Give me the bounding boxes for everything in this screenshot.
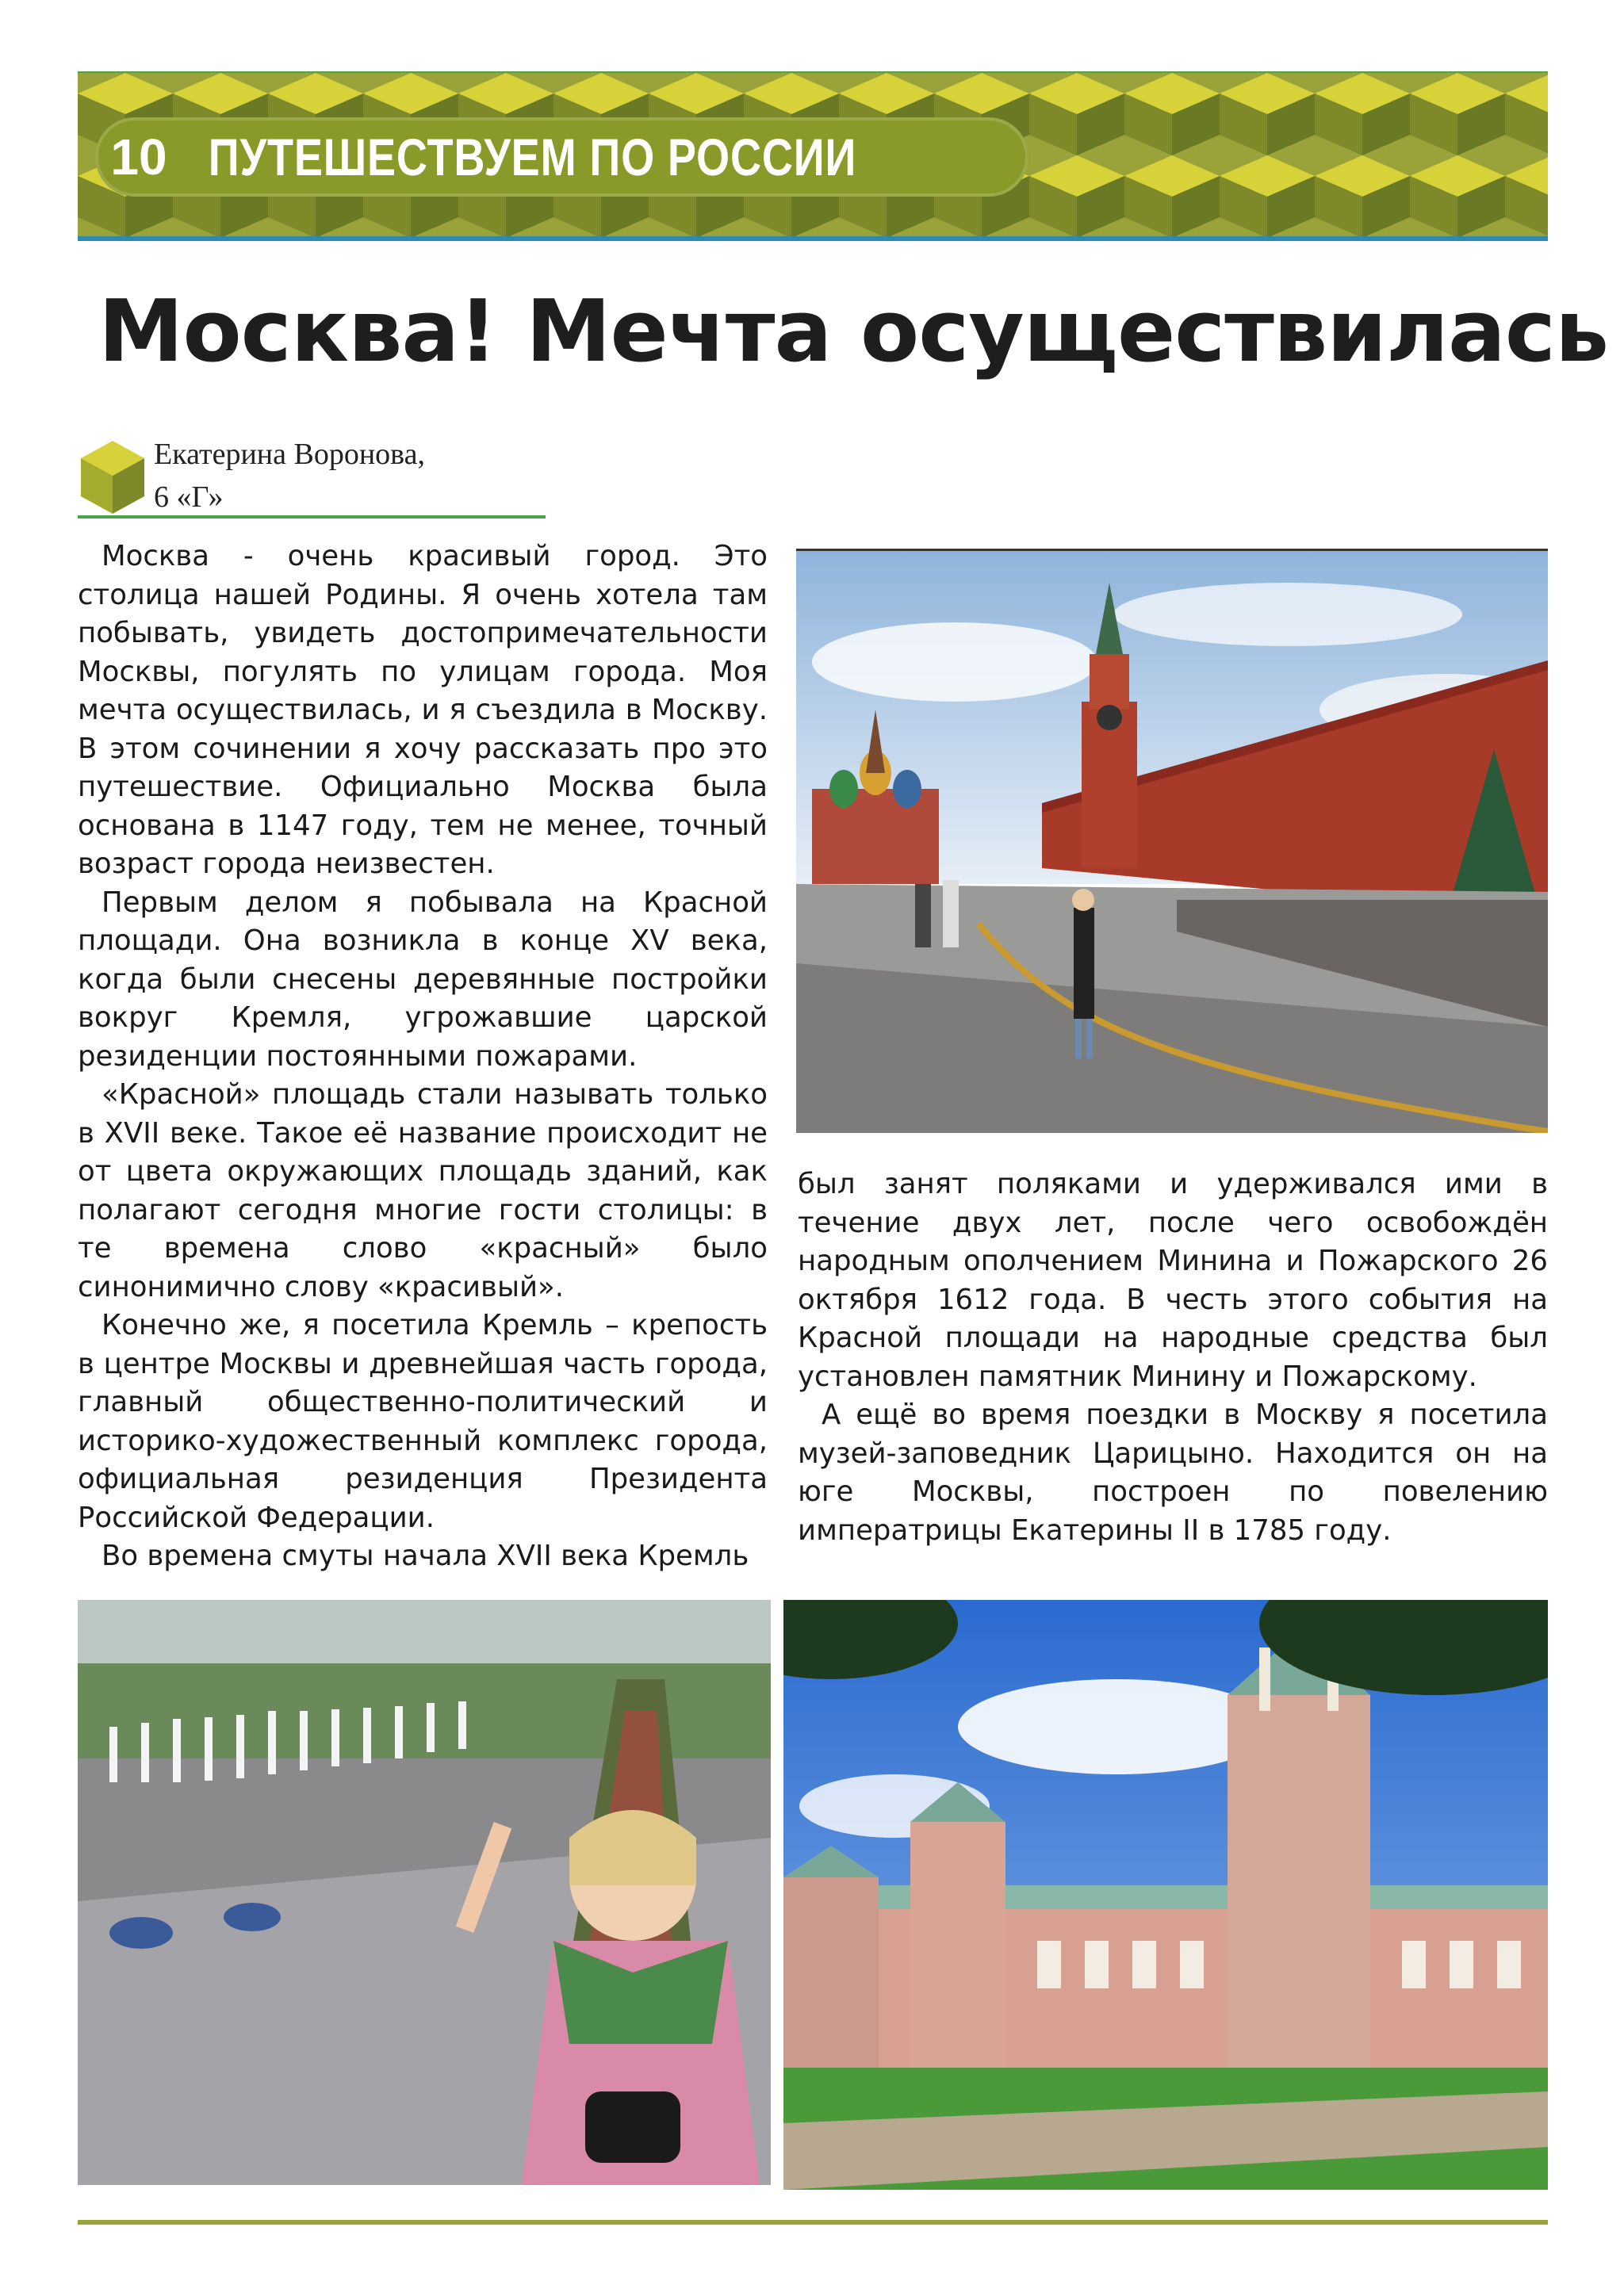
section-title: ПУТЕШЕСТВУЕМ ПО РОССИИ [208,128,857,186]
cube-icon [78,438,147,517]
photo-red-square [796,549,1548,1133]
paragraph: А ещё во время поездки в Москву я посетила музей-заповедник Царицыно. Находится он на юге Москвы, построен по повелению императрицы Екатерины II в 1785 году. [798,1399,1548,1547]
photo-tsaritsyno [783,1600,1548,2190]
author-underline [78,515,546,519]
body-column-right [798,1165,1548,1550]
author-byline [154,433,425,519]
paragraph: Во времена смуты начала XVII века Кремль [102,1540,749,1572]
paragraph: Первым делом я побывала на Красной площади. Она возникла в конце XV века, когда были снесены деревянные постройки вокруг Кремля, угрожавшие царской резиденции постоянными пожарами. [78,886,768,1073]
paragraph: Москва - очень красивый город. Это столица нашей Родины. Я очень хотела там побывать, увидеть достопримечательности Москвы, погулять по улицам города. Моя мечта осуществилась, и я съездила в Москву. В этом сочинении я хочу рассказать про это путешествие. Официально Москва была основана в 1147 году, тем не менее, точный возраст города неизвестен. [78,540,768,880]
body-column-left [78,538,768,1576]
paragraph: «Красной» площадь стали называть только в XVII веке. Такое её название происходит не от цвета окружающих площадь зданий, как полагают сегодня многие гости столицы: в те времена слово «красный» было синонимично слову «красивый». [78,1078,768,1303]
page-number: 10 [110,128,167,186]
section-pill [95,117,1028,197]
paragraph: был занят поляками и удерживался ими в течение двух лет, после чего освобождён народным ополчением Минина и Пожарского 26 октября 1612 года. В честь этого события на Красной площади на народные средства был установлен памятник Минину и Пожарскому. [798,1168,1548,1393]
paragraph: Конечно же, я посетила Кремль – крепость в центре Москвы и древнейшая часть города, главный общественно-политический и историко-художественный комплекс города, официальная резиденция Президента Российской Федерации. [78,1309,768,1534]
author-class: 6 «Г» [154,480,224,514]
footer-rule [78,2220,1548,2225]
author-name: Екатерина Воронова, [154,438,425,471]
header-bottom-rule [78,236,1548,241]
photo-fountains [78,1600,771,2185]
article-title: Москва! Мечта осуществилась [98,282,1609,381]
